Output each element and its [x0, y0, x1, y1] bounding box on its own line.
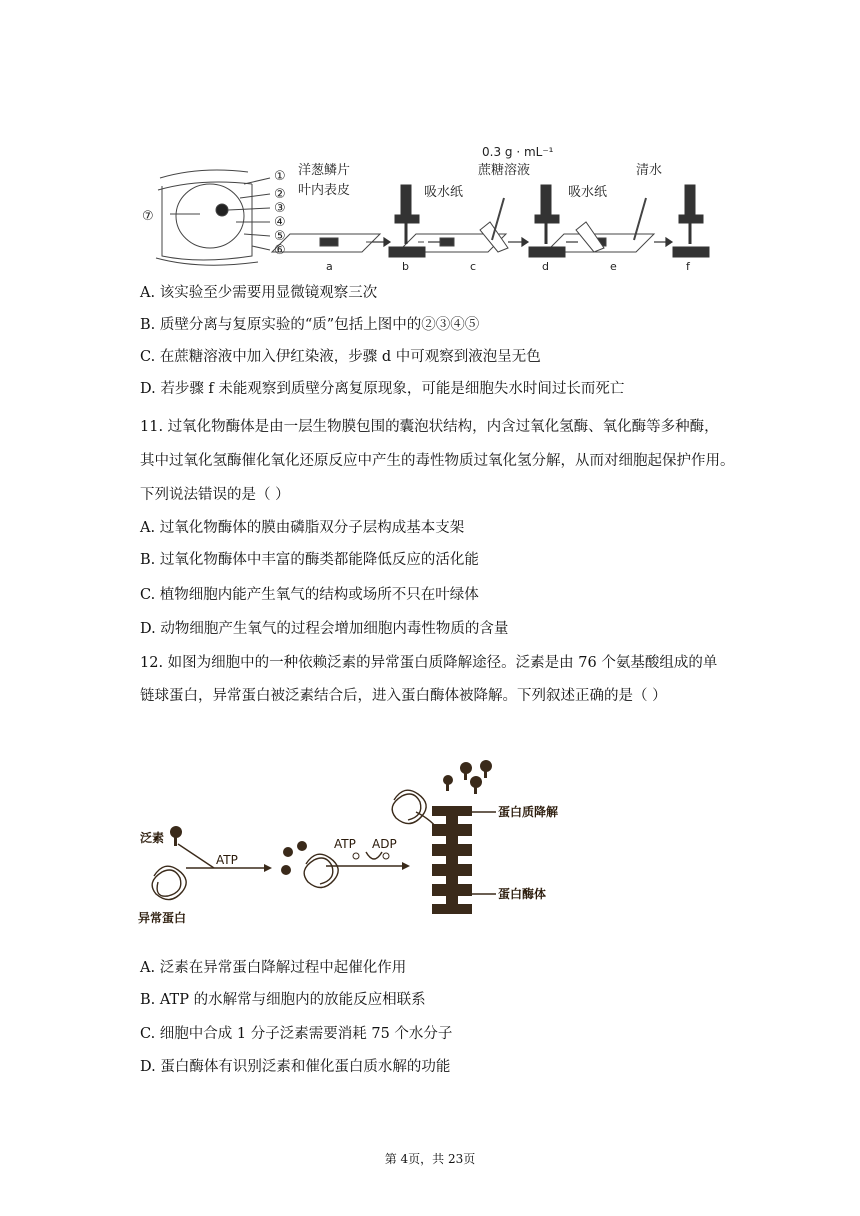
step-label: d — [542, 260, 549, 273]
q11-option-b: B. 过氧化物酶体中丰富的酶类都能降低反应的活化能 — [140, 552, 479, 568]
figure-label: 洋葱鳞片 — [298, 163, 351, 178]
q12-stem-line: 链球蛋白，异常蛋白被泛素结合后，进入蛋白酶体被降解。下列叙述正确的是（ ） — [140, 688, 667, 704]
page-footer: 第 4页，共 23页 — [384, 1152, 476, 1166]
cell-number: ② — [274, 187, 286, 202]
figure-label: 泛素 — [140, 831, 165, 845]
figure-label: 蛋白酶体 — [498, 887, 547, 901]
step-label: b — [402, 260, 409, 273]
step-label: e — [610, 260, 617, 273]
q12-option-c: C. 细胞中合成 1 分子泛素需要消耗 75 个水分子 — [140, 1026, 453, 1042]
q11-stem-line: 其中过氧化氢酶催化氧化还原反应中产生的毒性物质过氧化氢分解，从而对细胞起保护作用。 — [140, 453, 735, 469]
microscope-icon — [390, 186, 424, 256]
figure-label: 蔗糖溶液 — [478, 163, 531, 178]
plasmolysis-experiment-figure — [140, 138, 740, 274]
q11-option-c: C. 植物细胞内能产生氧气的结构或场所不只在叶绿体 — [140, 587, 479, 603]
figure-label: 蛋白质降解 — [498, 805, 559, 819]
q11-stem-line: 下列说法错误的是（ ） — [140, 487, 290, 503]
figure-label: ADP — [372, 837, 397, 851]
cell-number: ⑤ — [274, 229, 286, 244]
q12-option-d: D. 蛋白酶体有识别泛素和催化蛋白质水解的功能 — [140, 1059, 451, 1075]
microscope-icon — [674, 186, 708, 256]
q10-option-c: C. 在蔗糖溶液中加入伊红染液，步骤 d 中可观察到液泡呈无色 — [140, 349, 541, 365]
q12-stem-line: 12. 如图为细胞中的一种依赖泛素的异常蛋白质降解途径。泛素是由 76 个氨基酸组成的单 — [140, 655, 718, 671]
figure-label: 清水 — [636, 163, 663, 178]
cell-number: ③ — [274, 201, 286, 216]
q11-stem-line: 11. 过氧化物酶体是由一层生物膜包围的囊泡状结构，内含过氧化氢酶、氧化酶等多种酶， — [140, 419, 719, 435]
q12-option-b: B. ATP 的水解常与细胞内的放能反应相联系 — [140, 992, 426, 1008]
figure-label: 0.3 g · mL⁻¹ — [482, 145, 554, 159]
ubiquitin-degradation-figure — [136, 752, 606, 942]
q10-option-b: B. 质壁分离与复原实验的“质”包括上图中的②③④⑤ — [140, 317, 480, 333]
q12-option-a: A. 泛素在异常蛋白降解过程中起催化作用 — [140, 960, 407, 976]
figure-label: ATP — [334, 837, 356, 851]
figure-label: ATP — [216, 853, 238, 867]
cell-number: ⑦ — [142, 209, 154, 224]
q11-option-a: A. 过氧化物酶体的膜由磷脂双分子层构成基本支架 — [140, 520, 465, 536]
q11-option-d: D. 动物细胞产生氧气的过程会增加细胞内毒性物质的含量 — [140, 621, 509, 637]
cell-number: ⑥ — [274, 243, 286, 258]
microscope-icon — [530, 186, 564, 256]
figure-label: 异常蛋白 — [138, 911, 187, 925]
q10-option-d: D. 若步骤 f 未能观察到质壁分离复原现象，可能是细胞失水时间过长而死亡 — [140, 381, 625, 397]
figure-label: 叶内表皮 — [298, 183, 351, 198]
step-label: f — [686, 260, 690, 273]
cell-number: ① — [274, 169, 286, 184]
q10-option-a: A. 该实验至少需要用显微镜观察三次 — [140, 285, 378, 301]
figure-label: 吸水纸 — [424, 185, 464, 200]
figure-label: 吸水纸 — [568, 185, 608, 200]
step-label: a — [326, 260, 333, 273]
step-label: c — [470, 260, 477, 273]
cell-number: ④ — [274, 215, 286, 230]
